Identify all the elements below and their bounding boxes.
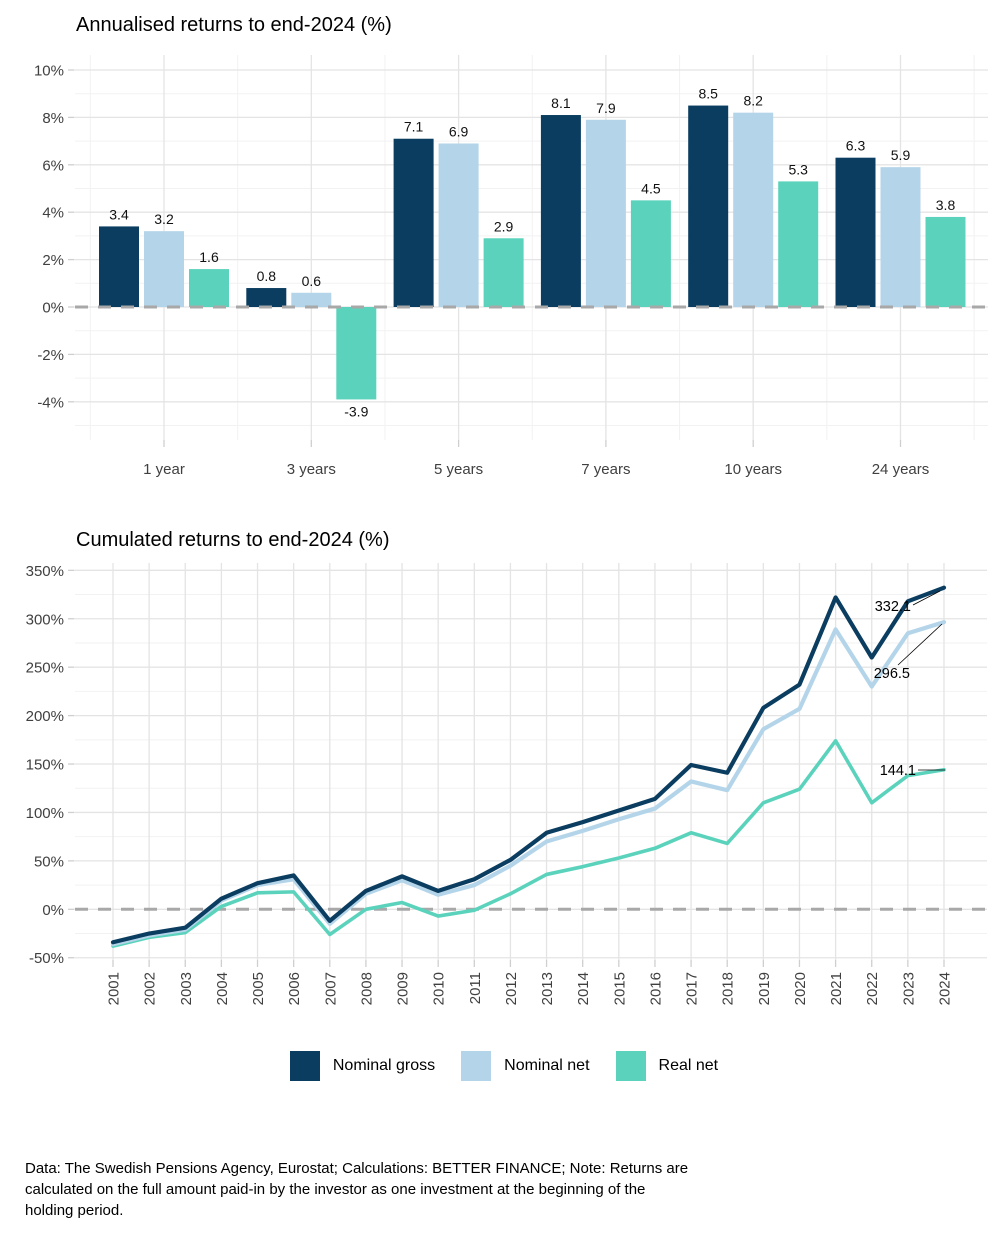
nominal-net-swatch [461,1051,491,1081]
svg-text:1 year: 1 year [143,461,185,478]
bar [541,115,581,307]
svg-text:8.5: 8.5 [698,85,718,102]
bar [291,293,331,307]
svg-text:-50%: -50% [28,950,64,968]
svg-text:10%: 10% [33,62,64,80]
svg-text:2011: 2011 [466,972,484,1005]
svg-text:7 years: 7 years [581,461,631,478]
bar [881,167,921,307]
legend-label-real-net: Real net [658,1057,719,1074]
svg-text:2020: 2020 [791,972,809,1006]
series-line [113,741,944,946]
bar [439,143,479,307]
bar-chart [0,0,1008,505]
svg-text:200%: 200% [25,708,64,726]
svg-text:2002: 2002 [141,972,159,1006]
svg-text:0.8: 0.8 [256,268,277,285]
svg-text:2016: 2016 [647,972,665,1006]
real-net-swatch [616,1051,646,1081]
svg-text:8%: 8% [42,109,64,127]
svg-text:2024: 2024 [936,972,954,1006]
svg-text:332.1: 332.1 [874,599,911,615]
svg-text:5 years: 5 years [433,461,484,478]
svg-text:2022: 2022 [864,972,882,1006]
legend-item-nominal-net [461,1051,589,1081]
bar [836,158,876,307]
svg-text:7.9: 7.9 [596,99,616,116]
svg-text:3.8: 3.8 [935,196,956,213]
svg-text:2.9: 2.9 [493,218,514,235]
svg-text:2007: 2007 [322,972,340,1006]
svg-text:2014: 2014 [575,972,593,1006]
svg-text:24 years: 24 years [871,461,930,478]
svg-text:2001: 2001 [105,972,123,1006]
bar [586,120,626,307]
svg-text:2015: 2015 [611,972,629,1006]
svg-text:2017: 2017 [683,972,701,1006]
source-note-line-1: Data: The Swedish Pensions Agency, Eurostat; Calculations: BETTER FINANCE; Note: Returns are [25,1160,689,1177]
svg-text:3 years: 3 years [286,461,336,478]
svg-text:50%: 50% [33,853,64,871]
nominal-gross-swatch [290,1051,320,1081]
svg-text:2004: 2004 [213,972,231,1006]
svg-text:6.9: 6.9 [448,123,469,140]
bar [189,269,229,307]
svg-text:0.6: 0.6 [301,272,322,289]
svg-text:2013: 2013 [539,972,557,1006]
chart-legend [0,1051,1008,1081]
bar [688,106,728,307]
svg-text:4.5: 4.5 [641,180,661,197]
svg-text:296.5: 296.5 [873,666,910,682]
bar [733,113,773,307]
svg-text:-4%: -4% [37,394,64,412]
svg-text:2006: 2006 [286,972,304,1006]
svg-text:2009: 2009 [394,972,412,1006]
svg-text:300%: 300% [25,611,64,629]
svg-text:100%: 100% [25,804,64,822]
svg-text:-2%: -2% [37,346,64,364]
bar [926,217,966,307]
source-note-line-3: holding period. [25,1202,124,1219]
svg-text:8.1: 8.1 [551,95,571,112]
svg-text:2%: 2% [42,252,64,270]
svg-text:6%: 6% [42,157,64,175]
svg-text:4%: 4% [42,204,64,222]
svg-text:2010: 2010 [430,972,448,1006]
series-line [113,622,944,944]
svg-text:10 years: 10 years [724,461,782,478]
svg-text:2019: 2019 [755,972,773,1006]
svg-text:2018: 2018 [719,972,737,1006]
svg-text:1.6: 1.6 [199,249,219,266]
source-note [25,1158,688,1221]
line-chart [0,505,1008,1040]
bar [336,307,376,399]
svg-text:6.3: 6.3 [845,137,866,154]
svg-text:2021: 2021 [828,972,846,1006]
bar [394,139,434,307]
source-note-line-2: calculated on the full amount paid-in by the investor as one investment at the beginning of the [25,1181,646,1198]
svg-text:5.9: 5.9 [890,147,911,164]
legend-item-nominal-gross [290,1051,435,1081]
svg-text:-3.9: -3.9 [344,403,369,420]
svg-text:2008: 2008 [358,972,376,1006]
legend-label-nominal-gross: Nominal gross [332,1057,436,1074]
line-chart-title: Cumulated returns to end-2024 (%) [76,529,390,551]
svg-text:3.4: 3.4 [109,206,129,223]
svg-text:144.1: 144.1 [879,763,916,779]
svg-text:350%: 350% [25,562,64,580]
bar [144,231,184,307]
bar [631,200,671,307]
svg-text:8.2: 8.2 [743,92,763,109]
svg-text:2023: 2023 [900,972,918,1006]
svg-text:0%: 0% [42,901,64,919]
svg-text:7.1: 7.1 [403,118,424,135]
svg-text:150%: 150% [25,756,64,774]
svg-text:3.2: 3.2 [154,211,174,228]
svg-text:250%: 250% [25,659,64,677]
svg-text:2005: 2005 [250,972,268,1006]
bar [246,288,286,307]
legend-label-nominal-net: Nominal net [504,1057,590,1074]
svg-text:5.3: 5.3 [788,161,808,178]
legend-item-real-net [616,1051,719,1081]
bar [484,238,524,307]
bar-chart-title: Annualised returns to end-2024 (%) [76,14,392,36]
svg-text:0%: 0% [42,299,64,317]
bar [99,226,139,307]
bar [778,181,818,307]
line-series [113,588,944,946]
svg-text:2012: 2012 [502,972,520,1006]
svg-text:2003: 2003 [177,972,195,1006]
line-chart-axes [26,563,954,1006]
